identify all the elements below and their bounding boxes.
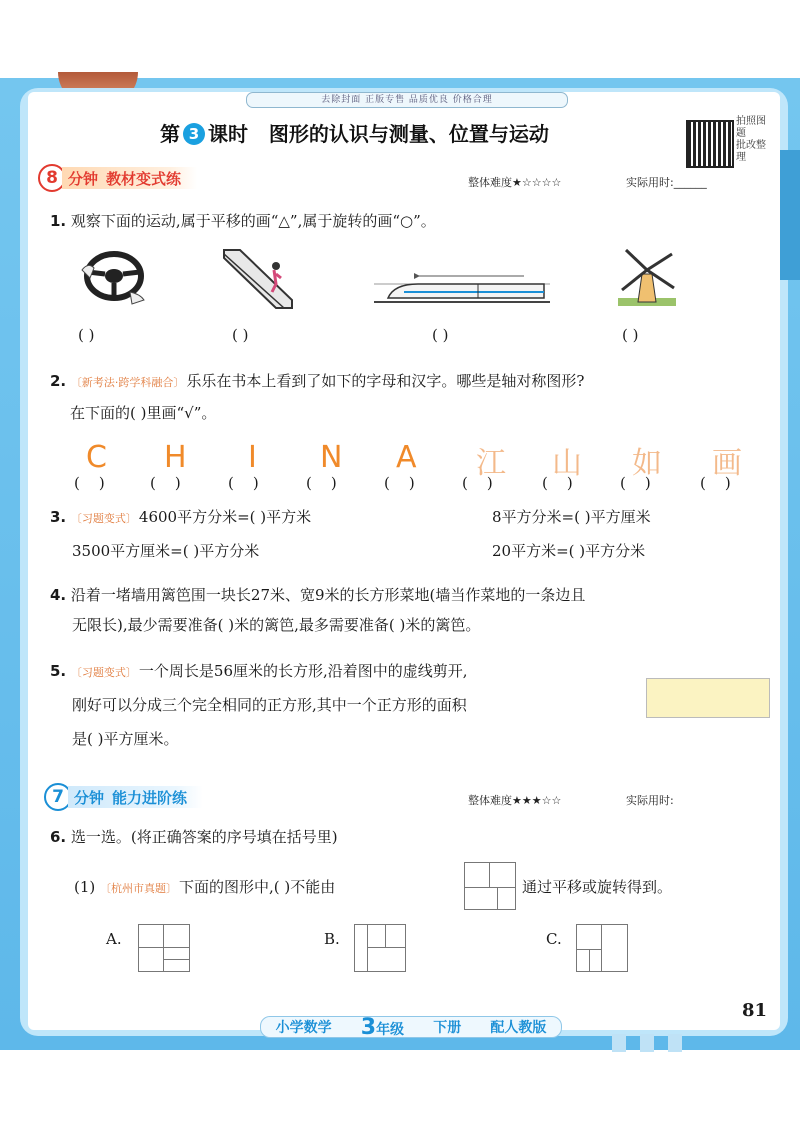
answer-blank[interactable]: ( )	[462, 474, 493, 492]
section-header-advanced: 7 分钟 能力进阶练	[44, 784, 203, 810]
answer-blank[interactable]: ( )	[700, 474, 731, 492]
question-3-b: 8平方分米=( )平方厘米	[492, 508, 651, 526]
question-6: 6. 选一选。(将正确答案的序号填在括号里)	[50, 828, 338, 846]
escalator-icon	[218, 244, 298, 310]
question-3-c: 3500平方厘米=( )平方分米	[72, 542, 260, 560]
question-5-line2: 刚好可以分成三个完全相同的正方形,其中一个正方形的面积	[72, 696, 467, 714]
deco-block	[640, 1034, 654, 1052]
section-minutes: 8	[38, 164, 66, 192]
reference-figure	[464, 862, 516, 910]
question-3: 3. 〔习题变式〕 4600平方分米=( )平方米	[50, 508, 312, 526]
question-6-1-tail: 通过平移或旋转得到。	[522, 878, 673, 896]
question-tag: 〔习题变式〕	[70, 512, 137, 525]
question-tag: 〔新考法·跨学科融合〕	[70, 376, 185, 389]
answer-blank[interactable]: ( )	[620, 474, 651, 492]
deco-block	[612, 1034, 626, 1052]
answer-blank[interactable]: ( )	[150, 474, 181, 492]
time-used: 实际用时:______	[626, 176, 707, 189]
letter-n: N	[320, 440, 343, 475]
qr-label: 拍照图题 批改整理	[736, 116, 766, 163]
letter-h: H	[164, 440, 187, 475]
question-3-d: 20平方米=( )平方分米	[492, 542, 646, 560]
answer-blank[interactable]: ( )	[78, 326, 95, 344]
time-used: 实际用时:	[626, 794, 674, 807]
windmill-icon	[612, 246, 682, 308]
section-minutes: 7	[44, 783, 72, 811]
slogan-band: 去除封面 正版专售 品质优良 价格合理	[246, 92, 568, 108]
answer-blank[interactable]: ( )	[228, 474, 259, 492]
high-speed-train-icon	[374, 270, 550, 306]
answer-blank[interactable]: ( )	[432, 326, 449, 344]
question-tag: 〔杭州市真题〕	[100, 882, 178, 895]
letter-c: C	[86, 440, 107, 475]
question-5: 5. 〔习题变式〕 一个周长是56厘米的长方形,沿着图中的虚线剪开,	[50, 662, 468, 680]
hanzi-hua: 画	[712, 446, 742, 481]
lesson-number-badge: 3	[183, 123, 205, 145]
answer-blank[interactable]: ( )	[232, 326, 249, 344]
option-b-figure[interactable]	[354, 924, 406, 972]
hanzi-jiang: 江	[476, 446, 506, 481]
answer-blank[interactable]: ( )	[74, 474, 105, 492]
option-a-figure[interactable]	[138, 924, 190, 972]
option-c-figure[interactable]	[576, 924, 628, 972]
question-6-1: (1) 〔杭州市真题〕 下面的图形中,( )不能由	[74, 878, 336, 896]
section-header-basic: 8 分钟 教材变式练	[38, 165, 197, 191]
question-4-line2: 无限长),最少需要准备( )米的篱笆,最多需要准备( )米的篱笆。	[72, 616, 481, 634]
question-5-line3: 是( )平方厘米。	[72, 730, 179, 748]
option-a-label: A.	[106, 930, 122, 948]
steering-wheel-icon	[78, 248, 150, 306]
answer-blank[interactable]: ( )	[542, 474, 573, 492]
difficulty-rating: 整体难度★★★☆☆	[468, 794, 562, 807]
option-b-label: B.	[324, 930, 340, 948]
hanzi-shan: 山	[552, 446, 582, 481]
answer-blank[interactable]: ( )	[384, 474, 415, 492]
question-tag: 〔习题变式〕	[70, 666, 137, 679]
letter-i: I	[248, 440, 257, 475]
question-1: 1. 观察下面的运动,属于平移的画“△”,属于旋转的画“○”。	[50, 212, 436, 230]
page-number: 81	[742, 1000, 768, 1021]
section-label: 教材变式练	[106, 169, 182, 188]
answer-blank[interactable]: ( )	[622, 326, 639, 344]
deco-block	[668, 1034, 682, 1052]
section-label: 能力进阶练	[112, 788, 188, 807]
letter-a: A	[396, 440, 417, 475]
option-c-label: C.	[546, 930, 562, 948]
qr-code-icon[interactable]	[686, 120, 734, 168]
footer-band: 小学数学 3年级 下册 配人教版	[260, 1016, 562, 1038]
side-tab	[780, 150, 800, 280]
difficulty-rating: 整体难度★☆☆☆☆	[468, 176, 562, 189]
answer-blank[interactable]: ( )	[306, 474, 337, 492]
question-2: 2. 〔新考法·跨学科融合〕 乐乐在书本上看到了如下的字母和汉字。哪些是轴对称图形?	[50, 372, 585, 390]
hanzi-ru: 如	[632, 446, 662, 481]
question-4: 4. 沿着一堵墙用篱笆围一块长27米、宽9米的长方形菜地(墙当作菜地的一条边且	[50, 586, 586, 604]
question-2-line2: 在下面的( )里画“√”。	[70, 404, 217, 422]
page-title: 第 3 课时 图形的认识与测量、位置与运动	[160, 122, 549, 146]
rectangle-figure	[646, 678, 770, 718]
lesson-topic: 图形的认识与测量、位置与运动	[268, 122, 549, 146]
